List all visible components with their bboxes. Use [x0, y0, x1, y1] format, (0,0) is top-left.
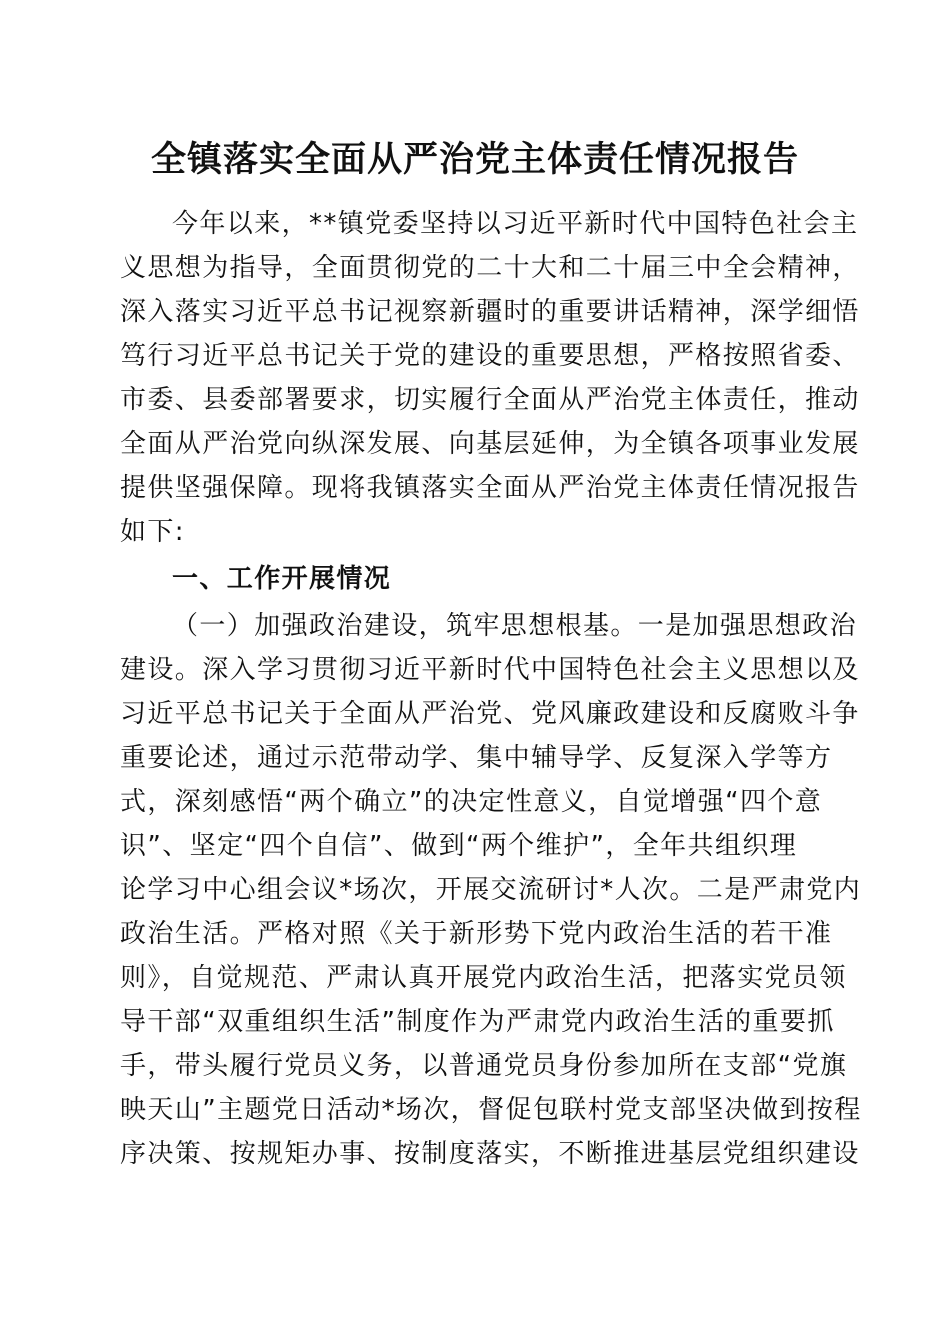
- paragraph-line: 全面从严治党向纵深发展、向基层延伸，为全镇各项事业发展: [120, 429, 860, 459]
- section-heading: 一、工作开展情况: [172, 564, 392, 594]
- paragraph-line: 今年以来，**镇党委坚持以习近平新时代中国特色社会主: [172, 209, 859, 239]
- paragraph-line: 导干部“双重组织生活”制度作为严肃党内政治生活的重要抓: [120, 1007, 835, 1037]
- document-title: 全镇落实全面从严治党主体责任情况报告: [150, 139, 799, 180]
- paragraph-line: 映天山”主题党日活动*场次，督促包联村党支部坚决做到按程: [120, 1095, 862, 1125]
- paragraph-line: 序决策、按规矩办事、按制度落实，不断推进基层党组织建设: [120, 1139, 860, 1169]
- paragraph-line: 深入落实习近平总书记视察新疆时的重要讲话精神，深学细悟: [120, 297, 860, 327]
- paragraph-line: 则》，自觉规范、严肃认真开展党内政治生活，把落实党员领: [120, 963, 847, 993]
- paragraph-line: 论学习中心组会议*场次，开展交流研讨*人次。二是严肃党内: [120, 875, 862, 905]
- paragraph-line: 如下:: [120, 517, 185, 547]
- paragraph-line: 市委、县委部署要求，切实履行全面从严治党主体责任，推动: [120, 385, 860, 415]
- paragraph-line: 政治生活。严格对照《关于新形势下党内政治生活的若干准: [120, 919, 833, 949]
- paragraph-line: 重要论述，通过示范带动学、集中辅导学、反复深入学等方: [120, 743, 833, 773]
- paragraph-line: 建设。深入学习贯彻习近平新时代中国特色社会主义思想以及: [120, 655, 860, 685]
- paragraph-line: （一）加强政治建设，筑牢思想根基。一是加强思想政治: [172, 611, 858, 641]
- paragraph-line: 手，带头履行党员义务，以普通党员身份参加所在支部“党旗: [120, 1051, 848, 1081]
- paragraph-line: 笃行习近平总书记关于党的建设的重要思想，严格按照省委、: [120, 341, 860, 371]
- paragraph-line: 式，深刻感悟“两个确立”的决定性意义，自觉增强“四个意: [120, 787, 823, 817]
- paragraph-line: 提供坚强保障。现将我镇落实全面从严治党主体责任情况报告: [120, 473, 860, 503]
- paragraph-line: 习近平总书记关于全面从严治党、党风廉政建设和反腐败斗争: [120, 699, 860, 729]
- paragraph-line: 义思想为指导，全面贯彻党的二十大和二十届三中全会精神，: [120, 253, 860, 283]
- paragraph-line: 识”、坚定“四个自信”、做到“两个维护”，全年共组织理: [120, 831, 798, 861]
